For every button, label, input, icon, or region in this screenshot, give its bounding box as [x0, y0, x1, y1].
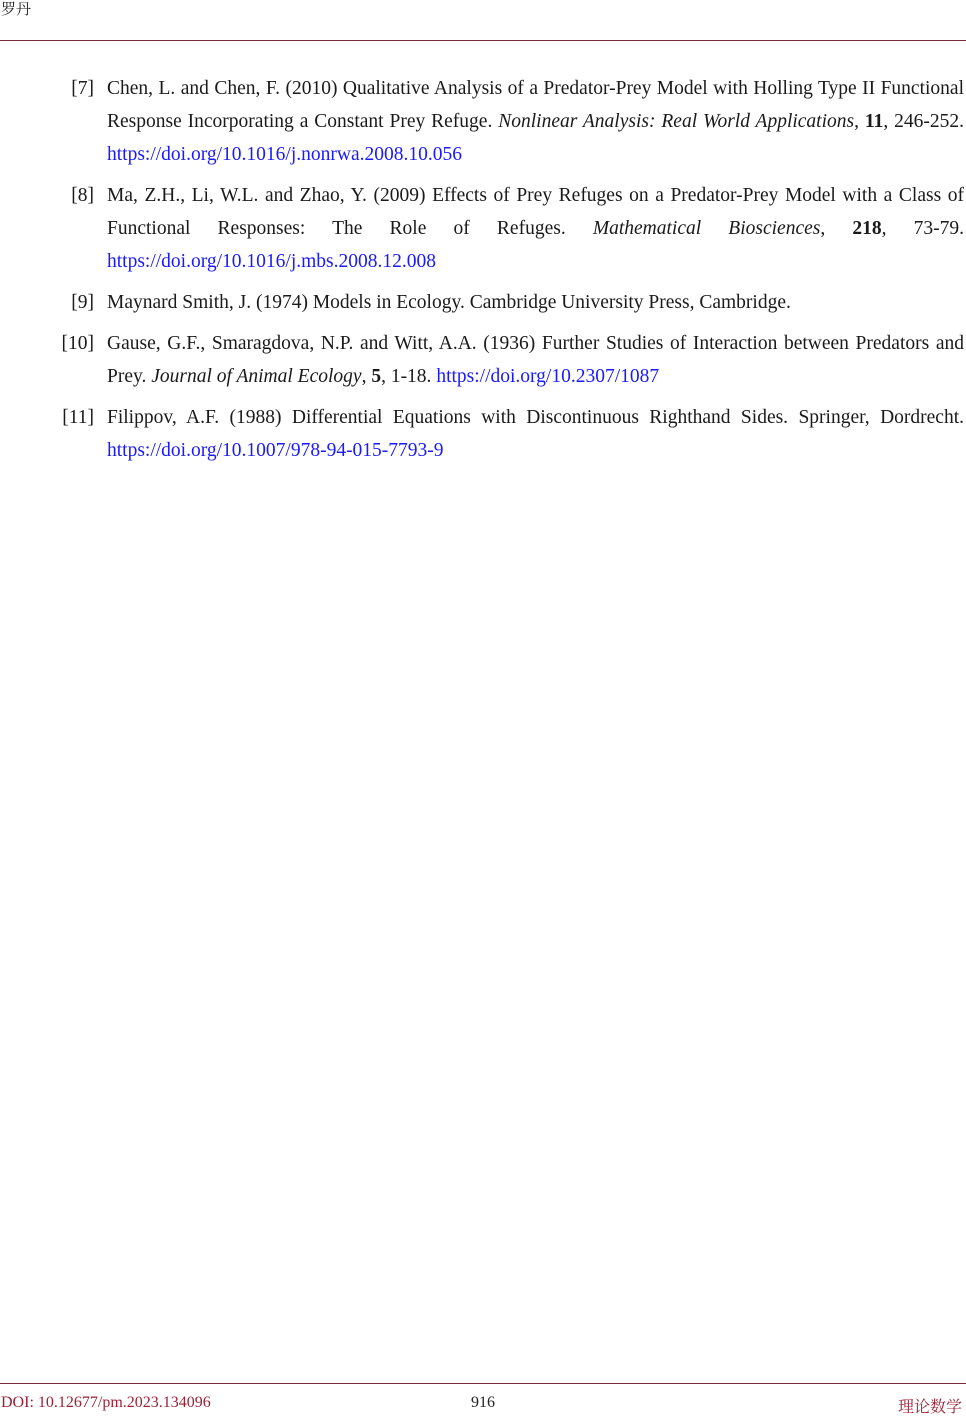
reference-doi-link[interactable]: https://doi.org/10.2307/1087 — [436, 366, 660, 387]
reference-number: [11] — [62, 407, 94, 428]
reference-doi-link[interactable]: https://doi.org/10.1016/j.mbs.2008.12.008 — [107, 251, 436, 272]
reference-item — [0, 286, 966, 319]
reference-pages: , 73-79. — [881, 218, 965, 239]
reference-authors-title: Gause, G.F., Smaragdova, N.P. and Witt, A.A. (1936) Further Studies of Interaction between Predators and Prey. — [107, 333, 964, 387]
reference-text — [107, 286, 964, 319]
reference-doi-link[interactable]: https://doi.org/10.1007/978-94-015-7793-9 — [107, 440, 444, 461]
reference-item — [0, 179, 966, 278]
reference-separator: , — [854, 111, 865, 132]
reference-text — [107, 401, 964, 467]
reference-pages: , 1-18. — [381, 366, 437, 387]
reference-volume: 5 — [371, 366, 382, 387]
reference-volume: 11 — [864, 111, 884, 132]
reference-authors-title: Ma, Z.H., Li, W.L. and Zhao, Y. (2009) Effects of Prey Refuges on a Predator-Prey Model with a Class of Functional Responses: The Role of Refuges. — [107, 185, 964, 239]
reference-authors-title: Maynard Smith, J. (1974) Models in Ecology. Cambridge University Press, Cambridge. — [107, 292, 791, 313]
reference-authors-title: Chen, L. and Chen, F. (2010) Qualitative Analysis of a Predator-Prey Model with Holling Type II Functional Response Incorporating a Constant Prey Refuge. — [107, 78, 964, 132]
reference-text — [107, 72, 964, 171]
reference-separator: , — [820, 218, 853, 239]
header-author: 罗丹 — [1, 2, 32, 18]
reference-item — [0, 72, 966, 171]
footer-journal-name: 理论数学 — [897, 1399, 962, 1416]
reference-pages: , 246-252. — [883, 111, 964, 132]
reference-number: [8] — [71, 185, 94, 206]
page-header — [0, 0, 966, 41]
reference-separator: , — [361, 366, 372, 387]
reference-number: [7] — [71, 78, 94, 99]
reference-text — [107, 327, 964, 393]
reference-list — [0, 72, 966, 475]
footer-doi: DOI: 10.12677/pm.2023.134096 — [1, 1394, 211, 1411]
page-footer — [0, 1383, 966, 1415]
reference-number: [10] — [61, 333, 94, 354]
reference-item — [0, 401, 966, 467]
reference-doi-link[interactable]: https://doi.org/10.1016/j.nonrwa.2008.10.056 — [107, 144, 462, 165]
reference-journal: Journal of Animal Ecology — [151, 366, 362, 387]
reference-journal: Mathematical Biosciences — [592, 218, 821, 239]
reference-item — [0, 327, 966, 393]
reference-journal: Nonlinear Analysis: Real World Applications — [498, 111, 855, 132]
reference-number: [9] — [71, 292, 94, 313]
page-number: 916 — [471, 1394, 495, 1411]
reference-volume: 218 — [852, 218, 882, 239]
reference-authors-title: Filippov, A.F. (1988) Differential Equations with Discontinuous Righthand Sides. Springer, Dordrecht. — [107, 407, 964, 428]
reference-text — [107, 179, 964, 278]
